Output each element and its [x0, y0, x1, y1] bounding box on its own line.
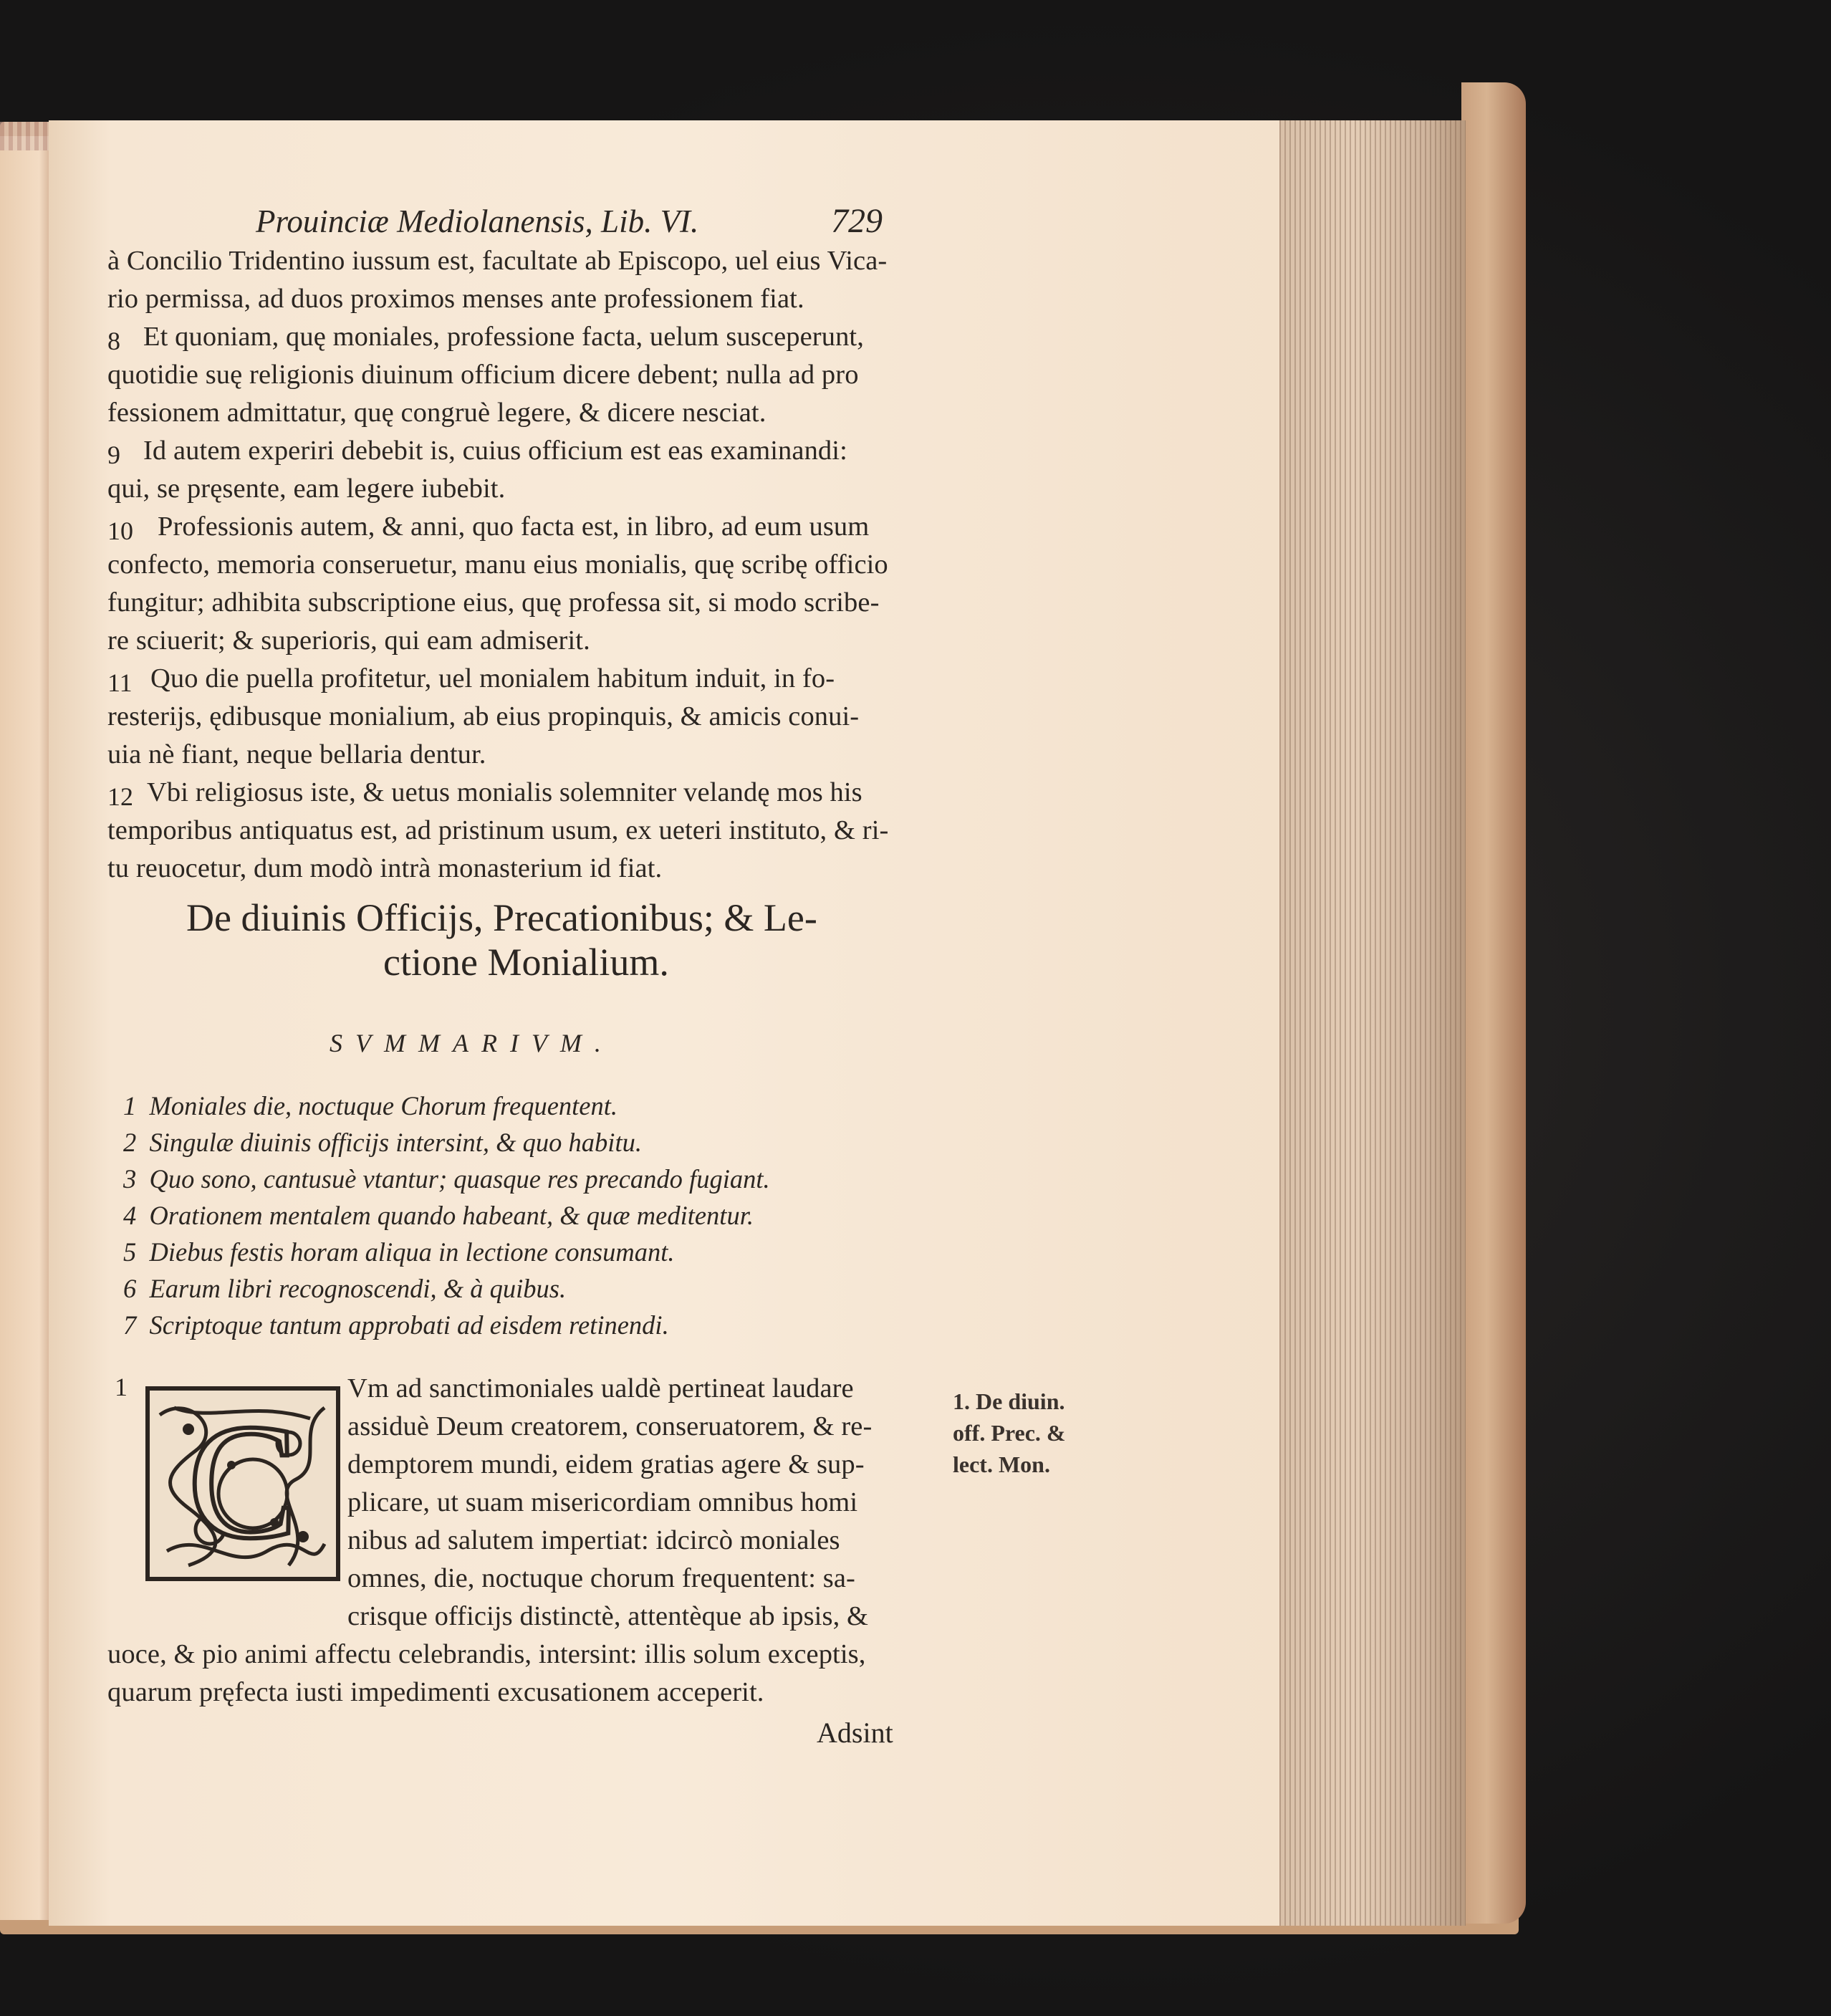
- summary-item: 4 Orationem mentalem quando habeant, & quæ meditentur.: [123, 1201, 754, 1230]
- paragraph-number: 9: [107, 441, 120, 469]
- paragraph-number: 11: [107, 668, 133, 697]
- text-line: fessionem admittatur, quę congruè legere, & dicere nesciat.: [107, 398, 766, 428]
- running-title: Prouinciæ Mediolanensis, Lib. VI.: [256, 203, 699, 239]
- text-line: Et quoniam, quę moniales, professione facta, uelum susceperunt,: [143, 322, 864, 352]
- text-line: fungitur; adhibita subscriptione eius, quę professa sit, si modo scribe-: [107, 587, 880, 618]
- summary-heading: SVMMARIVM.: [330, 1029, 614, 1057]
- summary-item: 6 Earum libri recognoscendi, & à quibus.: [123, 1274, 567, 1303]
- text-line: Professionis autem, & anni, quo facta est, in libro, ad eum usum: [158, 512, 870, 542]
- paragraph-number: 10: [107, 517, 133, 545]
- summary-item: 1 Moniales die, noctuque Chorum frequentent.: [123, 1091, 618, 1120]
- text-line: Vm ad sanctimoniales ualdè pertineat laudare: [347, 1373, 854, 1403]
- facing-page-edge: [0, 136, 56, 1920]
- paragraph-number: 1: [115, 1373, 128, 1401]
- summary-item: 5 Diebus festis horam aliqua in lectione consumant.: [123, 1237, 675, 1267]
- text-line: omnes, die, noctuque chorum frequentent: sa-: [347, 1563, 855, 1593]
- text-line: tu reuocetur, dum modò intrà monasterium id fiat.: [107, 853, 663, 883]
- text-line: à Concilio Tridentino iussum est, facultate ab Episcopo, uel eius Vica-: [107, 246, 888, 276]
- summary-item: 7 Scriptoque tantum approbati ad eisdem retinendi.: [123, 1310, 669, 1340]
- text-line: qui, se pręsente, eam legere iubebit.: [107, 474, 506, 504]
- text-line: uia nè fiant, neque bellaria dentur.: [107, 739, 486, 769]
- book-spine-edge: [1461, 82, 1526, 1924]
- text-line: re sciuerit; & superioris, qui eam admiserit.: [107, 625, 590, 656]
- text-line: uoce, & pio animi affectu celebrandis, intersint: illis solum exceptis,: [107, 1639, 866, 1669]
- text-line: Quo die puella profitetur, uel monialem habitum induit, in fo-: [150, 663, 835, 693]
- text-line: assiduè Deum creatorem, conseruatorem, & re-: [347, 1411, 873, 1441]
- initial-letter: C: [188, 1390, 298, 1573]
- catchword: Adsint: [817, 1717, 893, 1749]
- summary-item: 2 Singulæ diuinis officijs intersint, & quo habitu.: [123, 1128, 642, 1157]
- marginal-note-line: off. Prec. &: [953, 1420, 1066, 1446]
- folio-number: 729: [831, 202, 883, 240]
- text-line: resterijs, ędibusque monialium, ab eius propinquis, & amicis conui-: [107, 701, 860, 731]
- text-line: quarum pręfecta iusti impedimenti excusationem acceperit.: [107, 1677, 764, 1707]
- text-line: temporibus antiquatus est, ad pristinum usum, ex ueteri instituto, & ri-: [107, 815, 889, 845]
- text-line: plicare, ut suam misericordiam omnibus homi: [347, 1487, 858, 1517]
- text-line: confecto, memoria conseruetur, manu eius monialis, quę scribę officio: [107, 549, 888, 580]
- text-line: demptorem mundi, eidem gratias agere & sup-: [347, 1449, 865, 1479]
- page-block-edges: [1279, 120, 1466, 1926]
- text-line: crisque officijs distinctè, attentèque ab ipsis, &: [347, 1601, 869, 1631]
- section-title-line2: ctione Monialium.: [383, 941, 669, 984]
- section-title-line1: De diuinis Officijs, Precationibus; & Le-: [186, 896, 817, 939]
- text-line: Id autem experiri debebit is, cuius officium est eas examinandi:: [143, 436, 847, 466]
- marginal-note-line: lect. Mon.: [953, 1451, 1050, 1477]
- paragraph-number: 12: [107, 782, 133, 811]
- decorated-initial: [145, 1386, 340, 1581]
- summary-item: 3 Quo sono, cantusuè vtantur; quasque res precando fugiant.: [123, 1164, 770, 1194]
- text-line: quotidie suę religionis diuinum officium dicere debent; nulla ad pro: [107, 360, 859, 390]
- text-line: Vbi religiosus iste, & uetus monialis solemniter velandę mos his: [147, 777, 862, 807]
- marginal-note-line: 1. De diuin.: [953, 1388, 1065, 1414]
- text-line: nibus ad salutem impertiat: idcircò moniales: [347, 1525, 840, 1555]
- paragraph-number: 8: [107, 327, 120, 355]
- text-line: rio permissa, ad duos proximos menses ante professionem fiat.: [107, 284, 804, 314]
